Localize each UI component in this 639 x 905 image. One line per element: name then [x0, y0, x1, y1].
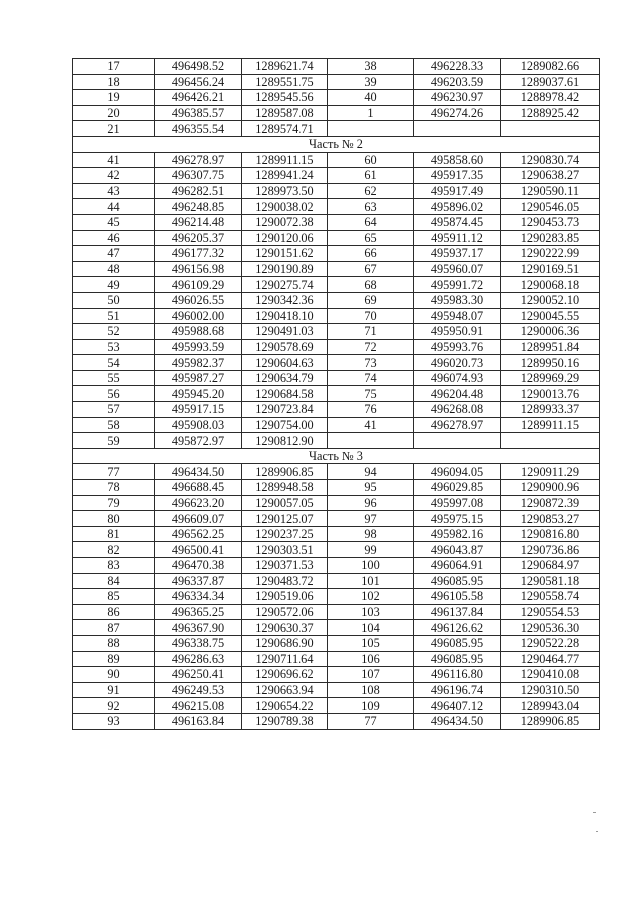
y-coordinate-cell: 1290900.96 — [501, 480, 600, 496]
point-number-cell: 57 — [73, 402, 155, 418]
x-coordinate-cell: 496249.53 — [155, 682, 242, 698]
point-number-cell: 76 — [328, 402, 414, 418]
y-coordinate-cell: 1290491.03 — [242, 324, 328, 340]
point-number-cell: 51 — [73, 308, 155, 324]
x-coordinate-cell: 495993.59 — [155, 339, 242, 355]
point-number-cell: 100 — [328, 558, 414, 574]
table-row — [73, 604, 600, 620]
y-coordinate-cell: 1290464.77 — [501, 651, 600, 667]
y-coordinate-cell: 1290371.53 — [242, 558, 328, 574]
x-coordinate-cell: 496002.00 — [155, 308, 242, 324]
y-coordinate-cell: 1290275.74 — [242, 277, 328, 293]
point-number-cell: 21 — [73, 121, 155, 137]
x-coordinate-cell: 495874.45 — [414, 214, 501, 230]
point-number-cell: 67 — [328, 261, 414, 277]
y-coordinate-cell: 1290830.74 — [501, 152, 600, 168]
y-coordinate-cell: 1290190.89 — [242, 261, 328, 277]
x-coordinate-cell: 496203.59 — [414, 74, 501, 90]
y-coordinate-cell: 1290006.36 — [501, 324, 600, 340]
point-number-cell: 45 — [73, 214, 155, 230]
table-row — [73, 168, 600, 184]
x-coordinate-cell: 496109.29 — [155, 277, 242, 293]
table-row — [73, 277, 600, 293]
y-coordinate-cell: 1289906.85 — [242, 464, 328, 480]
point-number-cell: 60 — [328, 152, 414, 168]
point-number-cell: 59 — [73, 433, 155, 449]
point-number-cell: 105 — [328, 635, 414, 651]
y-coordinate-cell: 1290696.62 — [242, 667, 328, 683]
table-row — [73, 667, 600, 683]
y-coordinate-cell: 1290554.53 — [501, 604, 600, 620]
table-row — [73, 402, 600, 418]
y-coordinate-cell: 1290237.25 — [242, 526, 328, 542]
table-row — [73, 480, 600, 496]
point-number-cell: 1 — [328, 105, 414, 121]
point-number-cell: 52 — [73, 324, 155, 340]
x-coordinate-cell: 496498.52 — [155, 59, 242, 75]
y-coordinate-cell: 1290754.00 — [242, 417, 328, 433]
point-number-cell: 90 — [73, 667, 155, 683]
x-coordinate-cell: 496500.41 — [155, 542, 242, 558]
x-coordinate-cell: 496204.48 — [414, 386, 501, 402]
table-row — [73, 682, 600, 698]
point-number-cell: 87 — [73, 620, 155, 636]
x-coordinate-cell: 496228.33 — [414, 59, 501, 75]
x-coordinate-cell: 495991.72 — [414, 277, 501, 293]
x-coordinate-cell: 496043.87 — [414, 542, 501, 558]
x-coordinate-cell: 495937.17 — [414, 246, 501, 262]
x-coordinate-cell: 496365.25 — [155, 604, 242, 620]
x-coordinate-cell: 496214.48 — [155, 214, 242, 230]
y-coordinate-cell: 1290911.29 — [501, 464, 600, 480]
table-row — [73, 417, 600, 433]
x-coordinate-cell: 496278.97 — [414, 417, 501, 433]
point-number-cell — [328, 121, 414, 137]
point-number-cell: 83 — [73, 558, 155, 574]
table-row — [73, 370, 600, 386]
y-coordinate-cell: 1290519.06 — [242, 589, 328, 605]
x-coordinate-cell: 495917.49 — [414, 183, 501, 199]
y-coordinate-cell: 1290151.62 — [242, 246, 328, 262]
table-row — [73, 495, 600, 511]
table-row — [73, 292, 600, 308]
x-coordinate-cell: 496156.98 — [155, 261, 242, 277]
point-number-cell — [328, 433, 414, 449]
x-coordinate-cell: 496105.58 — [414, 589, 501, 605]
y-coordinate-cell: 1290872.39 — [501, 495, 600, 511]
table-row — [73, 558, 600, 574]
y-coordinate-cell — [501, 121, 600, 137]
point-number-cell: 82 — [73, 542, 155, 558]
y-coordinate-cell: 1288925.42 — [501, 105, 600, 121]
x-coordinate-cell: 496337.87 — [155, 573, 242, 589]
y-coordinate-cell: 1289082.66 — [501, 59, 600, 75]
x-coordinate-cell: 496434.50 — [414, 713, 501, 729]
point-number-cell: 64 — [328, 214, 414, 230]
point-number-cell: 95 — [328, 480, 414, 496]
y-coordinate-cell: 1290410.08 — [501, 667, 600, 683]
point-number-cell: 68 — [328, 277, 414, 293]
x-coordinate-cell: 495917.35 — [414, 168, 501, 184]
x-coordinate-cell: 496126.62 — [414, 620, 501, 636]
point-number-cell: 53 — [73, 339, 155, 355]
point-number-cell: 89 — [73, 651, 155, 667]
x-coordinate-cell: 496338.75 — [155, 635, 242, 651]
table-row — [73, 589, 600, 605]
point-number-cell: 88 — [73, 635, 155, 651]
y-coordinate-cell: 1290630.37 — [242, 620, 328, 636]
x-coordinate-cell: 496085.95 — [414, 573, 501, 589]
x-coordinate-cell: 495997.08 — [414, 495, 501, 511]
y-coordinate-cell: 1290604.63 — [242, 355, 328, 371]
x-coordinate-cell: 495917.15 — [155, 402, 242, 418]
table-row — [73, 90, 600, 106]
y-coordinate-cell: 1290068.18 — [501, 277, 600, 293]
point-number-cell: 20 — [73, 105, 155, 121]
coordinates-table-body — [73, 59, 600, 730]
y-coordinate-cell: 1290045.55 — [501, 308, 600, 324]
x-coordinate-cell: 496268.08 — [414, 402, 501, 418]
y-coordinate-cell: 1289951.84 — [501, 339, 600, 355]
y-coordinate-cell: 1290572.06 — [242, 604, 328, 620]
point-number-cell: 99 — [328, 542, 414, 558]
table-row — [73, 464, 600, 480]
y-coordinate-cell: 1288978.42 — [501, 90, 600, 106]
point-number-cell: 106 — [328, 651, 414, 667]
table-row — [73, 433, 600, 449]
y-coordinate-cell: 1290853.27 — [501, 511, 600, 527]
y-coordinate-cell: 1290590.11 — [501, 183, 600, 199]
scan-speck — [596, 831, 598, 832]
x-coordinate-cell: 496367.90 — [155, 620, 242, 636]
point-number-cell: 109 — [328, 698, 414, 714]
table-row — [73, 308, 600, 324]
point-number-cell: 69 — [328, 292, 414, 308]
x-coordinate-cell: 496609.07 — [155, 511, 242, 527]
y-coordinate-cell: 1289037.61 — [501, 74, 600, 90]
y-coordinate-cell: 1289950.16 — [501, 355, 600, 371]
section-title: Часть № 2 — [73, 136, 600, 152]
x-coordinate-cell: 496407.12 — [414, 698, 501, 714]
x-coordinate-cell: 496205.37 — [155, 230, 242, 246]
point-number-cell: 61 — [328, 168, 414, 184]
y-coordinate-cell: 1290663.94 — [242, 682, 328, 698]
x-coordinate-cell: 496029.85 — [414, 480, 501, 496]
table-row — [73, 152, 600, 168]
y-coordinate-cell: 1289933.37 — [501, 402, 600, 418]
x-coordinate-cell: 496286.63 — [155, 651, 242, 667]
point-number-cell: 58 — [73, 417, 155, 433]
x-coordinate-cell: 496085.95 — [414, 635, 501, 651]
point-number-cell: 17 — [73, 59, 155, 75]
y-coordinate-cell: 1290536.30 — [501, 620, 600, 636]
y-coordinate-cell: 1289911.15 — [501, 417, 600, 433]
table-row — [73, 355, 600, 371]
y-coordinate-cell: 1290638.27 — [501, 168, 600, 184]
x-coordinate-cell: 495911.12 — [414, 230, 501, 246]
y-coordinate-cell: 1290453.73 — [501, 214, 600, 230]
table-row — [73, 542, 600, 558]
y-coordinate-cell: 1289587.08 — [242, 105, 328, 121]
y-coordinate-cell: 1290283.85 — [501, 230, 600, 246]
x-coordinate-cell: 496177.32 — [155, 246, 242, 262]
point-number-cell: 81 — [73, 526, 155, 542]
x-coordinate-cell: 496307.75 — [155, 168, 242, 184]
point-number-cell: 101 — [328, 573, 414, 589]
point-number-cell: 49 — [73, 277, 155, 293]
table-row — [73, 511, 600, 527]
y-coordinate-cell: 1290072.38 — [242, 214, 328, 230]
x-coordinate-cell: 496250.41 — [155, 667, 242, 683]
x-coordinate-cell: 496137.84 — [414, 604, 501, 620]
y-coordinate-cell: 1289948.58 — [242, 480, 328, 496]
point-number-cell: 62 — [328, 183, 414, 199]
x-coordinate-cell: 495975.15 — [414, 511, 501, 527]
x-coordinate-cell: 496230.97 — [414, 90, 501, 106]
x-coordinate-cell: 495993.76 — [414, 339, 501, 355]
x-coordinate-cell: 496020.73 — [414, 355, 501, 371]
x-coordinate-cell: 496116.80 — [414, 667, 501, 683]
point-number-cell: 97 — [328, 511, 414, 527]
x-coordinate-cell: 496456.24 — [155, 74, 242, 90]
y-coordinate-cell: 1289969.29 — [501, 370, 600, 386]
table-row — [73, 339, 600, 355]
x-coordinate-cell: 496282.51 — [155, 183, 242, 199]
point-number-cell: 39 — [328, 74, 414, 90]
table-row — [73, 183, 600, 199]
point-number-cell: 65 — [328, 230, 414, 246]
y-coordinate-cell: 1290125.07 — [242, 511, 328, 527]
y-coordinate-cell: 1290789.38 — [242, 713, 328, 729]
y-coordinate-cell: 1290169.51 — [501, 261, 600, 277]
point-number-cell: 41 — [328, 417, 414, 433]
x-coordinate-cell: 496026.55 — [155, 292, 242, 308]
table-row — [73, 261, 600, 277]
y-coordinate-cell: 1290052.10 — [501, 292, 600, 308]
table-row — [73, 573, 600, 589]
point-number-cell: 47 — [73, 246, 155, 262]
y-coordinate-cell: 1290038.02 — [242, 199, 328, 215]
y-coordinate-cell: 1289906.85 — [501, 713, 600, 729]
x-coordinate-cell: 496085.95 — [414, 651, 501, 667]
table-row — [73, 651, 600, 667]
table-row — [73, 105, 600, 121]
point-number-cell: 77 — [328, 713, 414, 729]
scan-speck — [593, 812, 596, 813]
section-header-row — [73, 136, 600, 152]
point-number-cell: 66 — [328, 246, 414, 262]
y-coordinate-cell: 1290812.90 — [242, 433, 328, 449]
point-number-cell: 108 — [328, 682, 414, 698]
table-row — [73, 526, 600, 542]
table-row — [73, 214, 600, 230]
x-coordinate-cell: 495945.20 — [155, 386, 242, 402]
x-coordinate-cell: 495982.37 — [155, 355, 242, 371]
point-number-cell: 86 — [73, 604, 155, 620]
x-coordinate-cell: 496248.85 — [155, 199, 242, 215]
x-coordinate-cell: 495960.07 — [414, 261, 501, 277]
point-number-cell: 77 — [73, 464, 155, 480]
x-coordinate-cell: 495908.03 — [155, 417, 242, 433]
point-number-cell: 74 — [328, 370, 414, 386]
x-coordinate-cell: 496355.54 — [155, 121, 242, 137]
table-row — [73, 713, 600, 729]
y-coordinate-cell: 1290310.50 — [501, 682, 600, 698]
y-coordinate-cell: 1290522.28 — [501, 635, 600, 651]
x-coordinate-cell — [414, 433, 501, 449]
point-number-cell: 92 — [73, 698, 155, 714]
y-coordinate-cell: 1290816.80 — [501, 526, 600, 542]
y-coordinate-cell — [501, 433, 600, 449]
coordinates-table — [72, 58, 600, 730]
y-coordinate-cell: 1290120.06 — [242, 230, 328, 246]
y-coordinate-cell: 1289551.75 — [242, 74, 328, 90]
x-coordinate-cell: 496064.91 — [414, 558, 501, 574]
y-coordinate-cell: 1290342.36 — [242, 292, 328, 308]
point-number-cell: 40 — [328, 90, 414, 106]
point-number-cell: 18 — [73, 74, 155, 90]
x-coordinate-cell: 496426.21 — [155, 90, 242, 106]
y-coordinate-cell: 1290581.18 — [501, 573, 600, 589]
point-number-cell: 107 — [328, 667, 414, 683]
point-number-cell: 72 — [328, 339, 414, 355]
x-coordinate-cell: 495948.07 — [414, 308, 501, 324]
y-coordinate-cell: 1290303.51 — [242, 542, 328, 558]
x-coordinate-cell: 496278.97 — [155, 152, 242, 168]
y-coordinate-cell: 1289941.24 — [242, 168, 328, 184]
x-coordinate-cell: 495983.30 — [414, 292, 501, 308]
section-header-row — [73, 448, 600, 464]
y-coordinate-cell: 1290483.72 — [242, 573, 328, 589]
point-number-cell: 48 — [73, 261, 155, 277]
point-number-cell: 19 — [73, 90, 155, 106]
x-coordinate-cell — [414, 121, 501, 137]
point-number-cell: 93 — [73, 713, 155, 729]
point-number-cell: 79 — [73, 495, 155, 511]
table-row — [73, 246, 600, 262]
x-coordinate-cell: 496334.34 — [155, 589, 242, 605]
y-coordinate-cell: 1290057.05 — [242, 495, 328, 511]
table-row — [73, 620, 600, 636]
x-coordinate-cell: 496274.26 — [414, 105, 501, 121]
y-coordinate-cell: 1290723.84 — [242, 402, 328, 418]
x-coordinate-cell: 495872.97 — [155, 433, 242, 449]
point-number-cell: 91 — [73, 682, 155, 698]
point-number-cell: 80 — [73, 511, 155, 527]
x-coordinate-cell: 496470.38 — [155, 558, 242, 574]
y-coordinate-cell: 1289545.56 — [242, 90, 328, 106]
y-coordinate-cell: 1290578.69 — [242, 339, 328, 355]
table-row — [73, 74, 600, 90]
point-number-cell: 96 — [328, 495, 414, 511]
point-number-cell: 54 — [73, 355, 155, 371]
y-coordinate-cell: 1290634.79 — [242, 370, 328, 386]
x-coordinate-cell: 495982.16 — [414, 526, 501, 542]
y-coordinate-cell: 1290684.97 — [501, 558, 600, 574]
y-coordinate-cell: 1289943.04 — [501, 698, 600, 714]
x-coordinate-cell: 496074.93 — [414, 370, 501, 386]
x-coordinate-cell: 496562.25 — [155, 526, 242, 542]
point-number-cell: 104 — [328, 620, 414, 636]
point-number-cell: 46 — [73, 230, 155, 246]
point-number-cell: 43 — [73, 183, 155, 199]
x-coordinate-cell: 496196.74 — [414, 682, 501, 698]
y-coordinate-cell: 1290418.10 — [242, 308, 328, 324]
table-row — [73, 324, 600, 340]
y-coordinate-cell: 1289911.15 — [242, 152, 328, 168]
y-coordinate-cell: 1290546.05 — [501, 199, 600, 215]
y-coordinate-cell: 1289574.71 — [242, 121, 328, 137]
table-row — [73, 386, 600, 402]
x-coordinate-cell: 495988.68 — [155, 324, 242, 340]
y-coordinate-cell: 1290558.74 — [501, 589, 600, 605]
y-coordinate-cell: 1289621.74 — [242, 59, 328, 75]
table-row — [73, 121, 600, 137]
table-row — [73, 199, 600, 215]
point-number-cell: 50 — [73, 292, 155, 308]
point-number-cell: 70 — [328, 308, 414, 324]
x-coordinate-cell: 496688.45 — [155, 480, 242, 496]
y-coordinate-cell: 1290736.86 — [501, 542, 600, 558]
x-coordinate-cell: 495950.91 — [414, 324, 501, 340]
table-row — [73, 230, 600, 246]
table-row — [73, 59, 600, 75]
point-number-cell: 56 — [73, 386, 155, 402]
y-coordinate-cell: 1290684.58 — [242, 386, 328, 402]
point-number-cell: 84 — [73, 573, 155, 589]
table-row — [73, 635, 600, 651]
section-title: Часть № 3 — [73, 448, 600, 464]
table-row — [73, 698, 600, 714]
point-number-cell: 73 — [328, 355, 414, 371]
x-coordinate-cell: 495896.02 — [414, 199, 501, 215]
point-number-cell: 94 — [328, 464, 414, 480]
x-coordinate-cell: 496215.08 — [155, 698, 242, 714]
x-coordinate-cell: 496623.20 — [155, 495, 242, 511]
point-number-cell: 75 — [328, 386, 414, 402]
x-coordinate-cell: 496163.84 — [155, 713, 242, 729]
point-number-cell: 85 — [73, 589, 155, 605]
y-coordinate-cell: 1290654.22 — [242, 698, 328, 714]
point-number-cell: 103 — [328, 604, 414, 620]
x-coordinate-cell: 496434.50 — [155, 464, 242, 480]
x-coordinate-cell: 495858.60 — [414, 152, 501, 168]
y-coordinate-cell: 1290711.64 — [242, 651, 328, 667]
point-number-cell: 102 — [328, 589, 414, 605]
y-coordinate-cell: 1290686.90 — [242, 635, 328, 651]
x-coordinate-cell: 496094.05 — [414, 464, 501, 480]
point-number-cell: 71 — [328, 324, 414, 340]
point-number-cell: 63 — [328, 199, 414, 215]
point-number-cell: 98 — [328, 526, 414, 542]
point-number-cell: 78 — [73, 480, 155, 496]
point-number-cell: 55 — [73, 370, 155, 386]
point-number-cell: 44 — [73, 199, 155, 215]
y-coordinate-cell: 1290222.99 — [501, 246, 600, 262]
point-number-cell: 42 — [73, 168, 155, 184]
point-number-cell: 41 — [73, 152, 155, 168]
y-coordinate-cell: 1290013.76 — [501, 386, 600, 402]
y-coordinate-cell: 1289973.50 — [242, 183, 328, 199]
x-coordinate-cell: 496385.57 — [155, 105, 242, 121]
x-coordinate-cell: 495987.27 — [155, 370, 242, 386]
point-number-cell: 38 — [328, 59, 414, 75]
